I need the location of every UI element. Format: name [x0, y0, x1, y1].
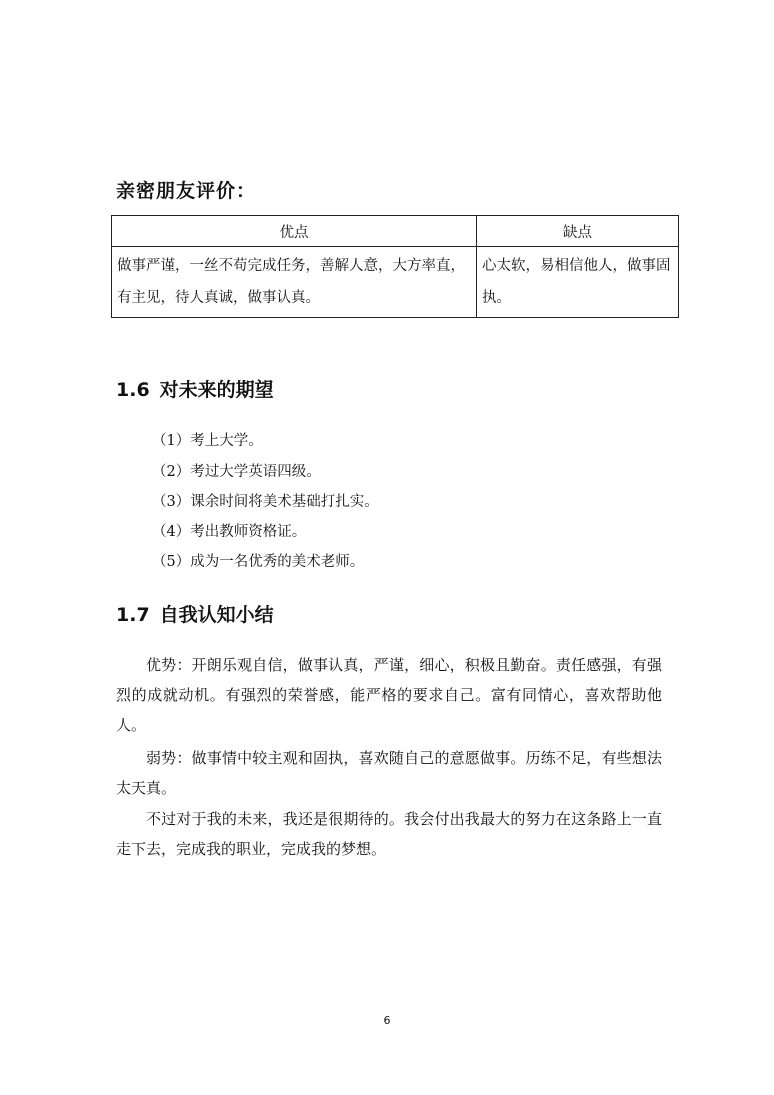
evaluation-table	[111, 215, 679, 318]
table-header-row	[112, 216, 679, 247]
list-item: （4）考出教师资格证。	[152, 524, 307, 540]
section-title: 自我认知小结	[159, 604, 274, 626]
table-row	[112, 247, 679, 318]
section-title: 对未来的期望	[159, 379, 274, 401]
page-number: 6	[383, 1014, 391, 1027]
friend-evaluation-heading: 亲密朋友评价：	[116, 180, 257, 202]
pros-header: 优点	[112, 216, 477, 247]
list-item: （2）考过大学英语四级。	[152, 464, 321, 480]
weaknesses-paragraph: 弱势：做事情中较主观和固执，喜欢随自己的意愿做事。历练不足，有些想法太天真。	[116, 749, 662, 797]
section-number: 1.6	[116, 379, 150, 401]
list-item: （3）课余时间将美术基础打扎实。	[152, 494, 379, 510]
section-1-7-heading	[116, 600, 274, 627]
pros-cell: 做事严谨，一丝不苟完成任务，善解人意，大方率直，有主见，待人真诚，做事认真。	[112, 247, 477, 318]
section-number: 1.7	[116, 604, 150, 626]
cons-header: 缺点	[477, 216, 679, 247]
section-1-6-heading	[116, 375, 274, 402]
cons-cell: 心太软，易相信他人，做事固执。	[477, 247, 679, 318]
strengths-paragraph: 优势：开朗乐观自信，做事认真，严谨，细心，积极且勤奋。责任感强，有强烈的成就动机。有强烈的荣誉感，能严格的要求自己。富有同情心，喜欢帮助他人。	[116, 656, 662, 734]
list-item: （1）考上大学。	[152, 433, 263, 449]
conclusion-paragraph: 不过对于我的未来，我还是很期待的。我会付出我最大的努力在这条路上一直走下去，完成我的职业，完成我的梦想。	[116, 810, 662, 858]
list-item: （5）成为一名优秀的美术老师。	[152, 554, 365, 570]
